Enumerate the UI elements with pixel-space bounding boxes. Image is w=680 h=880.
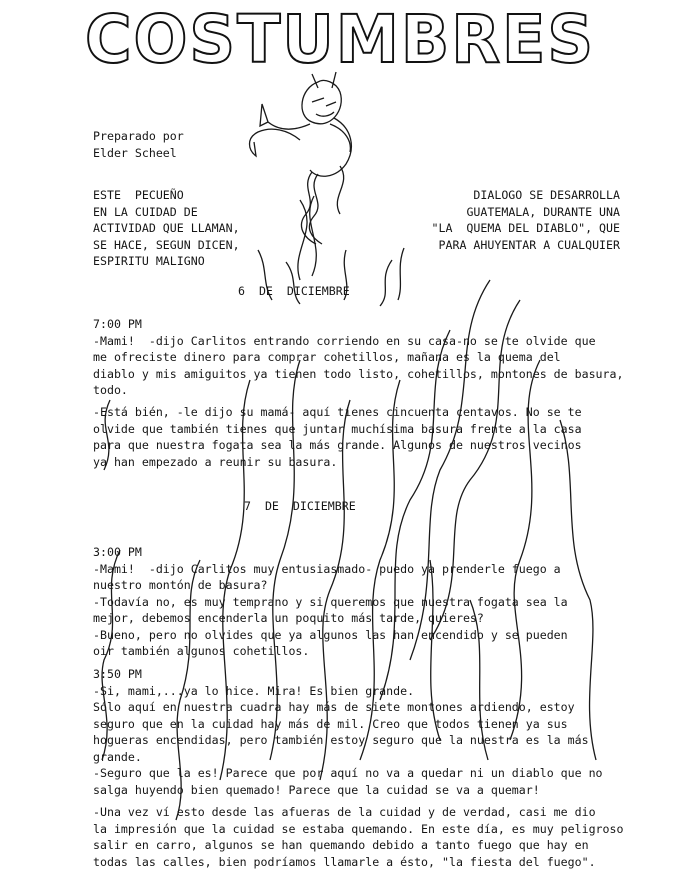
dialogue-line: todo. bbox=[93, 383, 128, 397]
dialogue-line: todas las calles, bien podríamos llamarle a ésto, "la fiesta del fuego". bbox=[93, 854, 596, 869]
dialogue-line: la impresión que la cuidad se estaba quemando. En este día, es muy peligroso bbox=[93, 821, 624, 836]
dialogue-line: seguro que en la cuidad hay más de mil. Creo que todos tienen ya sus bbox=[93, 716, 568, 731]
dialogue-line: -Está bién, -le dijo su mamá- aquí tienes cincuenta centavos. No se te bbox=[93, 405, 582, 419]
dialogue-line: nuestro montón de basura? bbox=[93, 578, 268, 592]
byline bbox=[93, 128, 184, 161]
byline-line: Preparado por bbox=[93, 129, 184, 143]
intro-line: GUATEMALA, DURANTE UNA bbox=[466, 204, 620, 219]
intro-line: ACTIVIDAD QUE LLAMAN, bbox=[93, 221, 240, 235]
dialogue-line: salga huyendo bien quemado! Parece que la cuidad se va a quemar! bbox=[93, 782, 540, 797]
dialogue-line: -Bueno, pero no olvides que ya algunos las han encendido y se pueden bbox=[93, 627, 568, 642]
dialogue-line: diablo y mis amiguitos ya tienen todo listo, cohetillos, montones de basura, bbox=[93, 366, 624, 381]
dialogue-line: hogueras encendidas, pero también estoy seguro que la nuestra es la más bbox=[93, 733, 589, 747]
intro-line: EN LA CUIDAD DE bbox=[93, 204, 198, 219]
page-title: COSTUMBRES bbox=[85, 2, 595, 72]
dialogue-section bbox=[93, 666, 603, 798]
time-stamp: 7:00 PM bbox=[93, 317, 142, 331]
dialogue-line: mejor, debemos encenderla un poquito más tarde, quieres? bbox=[93, 611, 484, 625]
intro-left bbox=[93, 187, 240, 270]
dialogue-section bbox=[93, 316, 623, 399]
dialogue-line: -Todavía no, es muy temprano y si queremos que nuestra fogata sea la bbox=[93, 594, 568, 609]
dialogue-section bbox=[93, 544, 568, 660]
dialogue-line: -Seguro que la es! Parece que por aquí no va a quedar ni un diablo que no bbox=[93, 766, 603, 780]
dialogue-line: -Mami! -dijo Carlitos muy entusiasmado- puedo ya prenderle fuego a bbox=[93, 561, 561, 576]
dialogue-line: me ofreciste dinero para comprar cohetillos, mañana es la quema del bbox=[93, 350, 561, 364]
intro-line: ESPIRITU MALIGNO bbox=[93, 254, 205, 268]
intro-line: PARA AHUYENTAR A CUALQUIER bbox=[438, 237, 620, 252]
dialogue-line: para que nuestra fogata sea la más grande. Algunos de nuestros vecinos bbox=[93, 438, 582, 452]
time-stamp: 3:50 PM bbox=[93, 667, 142, 681]
date-heading: 6 DE DICIEMBRE bbox=[238, 284, 350, 298]
dialogue-line: -Mami! -dijo Carlitos entrando corriendo en su casa-no se te olvide que bbox=[93, 333, 596, 348]
devil-figure bbox=[250, 72, 352, 244]
dialogue-line: oir también algunos cohetillos. bbox=[93, 644, 310, 658]
dialogue-section bbox=[93, 404, 582, 470]
intro-right bbox=[432, 187, 620, 253]
dialogue-line: grande. bbox=[93, 749, 142, 764]
intro-line: ESTE PECUEÑO bbox=[93, 188, 184, 202]
intro-line: SE HACE, SEGUN DICEN, bbox=[93, 237, 240, 252]
page-title-lettering bbox=[80, 2, 600, 72]
intro-line: "LA QUEMA DEL DIABLO", QUE bbox=[431, 221, 620, 235]
dialogue-section bbox=[93, 804, 623, 870]
dialogue-line: -Una vez ví esto desde las afueras de la cuidad y de verdad, casi me dio bbox=[93, 805, 596, 819]
byline-line: Elder Scheel bbox=[93, 145, 177, 160]
intro-line: DIALOGO SE DESARROLLA bbox=[473, 188, 620, 202]
dialogue-line: Sólo aquí en nuestra cuadra hay más de siete montones ardiendo, estoy bbox=[93, 700, 575, 714]
time-stamp: 3:00 PM bbox=[93, 545, 142, 559]
dialogue-line: ya han empezado a reunir su basura. bbox=[93, 454, 338, 469]
dialogue-line: -Si, mami,...ya lo hice. Mira! Es bien grande. bbox=[93, 683, 415, 698]
date-heading: 7 DE DICIEMBRE bbox=[244, 499, 356, 513]
dialogue-line: olvide que también tienes que juntar muchísima basura frente a la casa bbox=[93, 421, 582, 436]
dialogue-line: salir en carro, algunos se han quemando debido a tanto fuego que hay en bbox=[93, 838, 589, 852]
